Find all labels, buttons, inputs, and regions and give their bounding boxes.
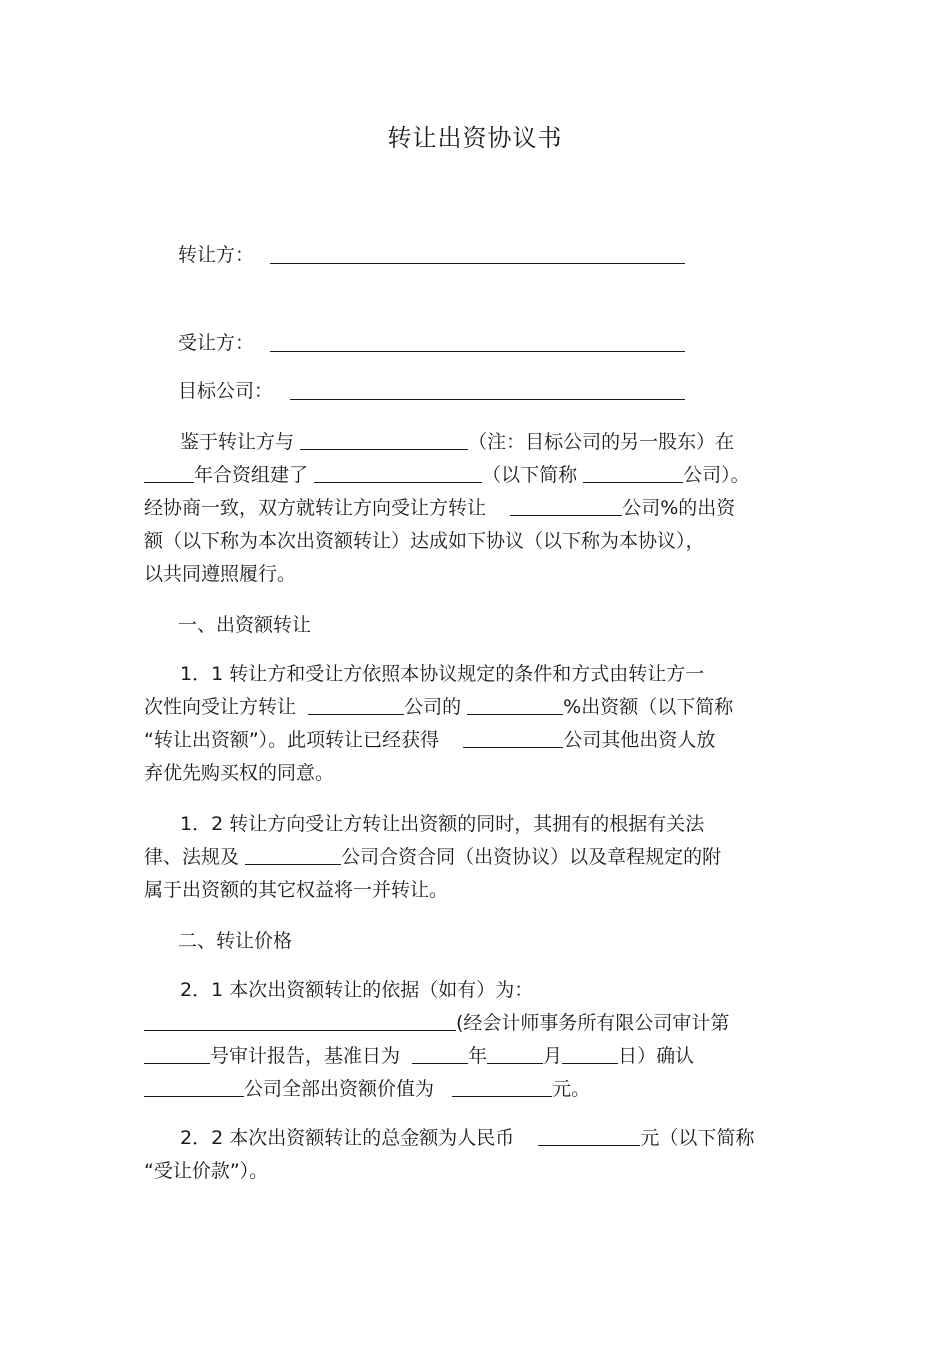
preamble-text: 经协商一致，双方就转让方向受让方转让 <box>144 497 487 519</box>
clause-2-1 <box>144 974 804 1106</box>
section-heading: 二、转让价格 <box>178 930 293 952</box>
blank-line <box>412 1043 468 1064</box>
target-company-label: 目标公司： <box>178 380 274 402</box>
blank-line <box>144 1043 210 1064</box>
preamble-text: （以下简称 <box>482 464 578 486</box>
clause-1-2 <box>144 808 804 907</box>
section-heading: 一、出资额转让 <box>178 614 312 636</box>
transferee-field <box>178 330 254 356</box>
clause-text: %出资额（以下简称 <box>563 696 734 718</box>
clause-text: 2．2 本次出资额转让的总金额为人民币 <box>180 1127 515 1149</box>
clause-text: 2．1 本次出资额转让的依据（如有）为： <box>180 979 534 1001</box>
preamble-paragraph <box>144 426 804 591</box>
target-company-blank <box>290 399 685 400</box>
blank-line <box>144 462 194 483</box>
blank-line <box>562 1043 618 1064</box>
clause-text: 元。 <box>552 1078 591 1100</box>
clause-text: 1．1 转让方和受让方依照本协议规定的条件和方式由转让方一 <box>180 663 705 685</box>
blank-line <box>144 1010 456 1031</box>
clause-text: 公司的 <box>404 696 462 718</box>
clause-text: 年 <box>468 1045 488 1067</box>
preamble-text: 年合资组建了 <box>194 464 309 486</box>
clause-1-1 <box>144 658 804 790</box>
clause-text: 1．2 转让方向受让方转让出资额的同时，其拥有的根据有关法 <box>180 813 705 835</box>
blank-line <box>144 1076 244 1097</box>
transferor-label: 转让方： <box>178 244 255 266</box>
transferor-blank <box>270 263 685 264</box>
blank-line <box>487 1043 543 1064</box>
clause-text: 属于出资额的其它权益将一并转让。 <box>144 879 449 901</box>
blank-line <box>510 495 622 516</box>
blank-line <box>538 1125 640 1146</box>
clause-text: 公司其他出资人放 <box>563 729 716 751</box>
blank-line <box>314 462 482 483</box>
clause-text: (经会计师事务所有限公司审计第 <box>456 1012 730 1034</box>
clause-text: 律、法规及 <box>144 846 240 868</box>
clause-text: 日）确认 <box>618 1045 695 1067</box>
preamble-text: （注：目标公司的另一股东）在 <box>468 431 735 453</box>
blank-line <box>467 694 563 715</box>
clause-text: “转让出资额”）。此项转让已经获得 <box>144 729 440 751</box>
clause-text: 公司全部出资额价值为 <box>244 1078 435 1100</box>
preamble-text: 公司%的出资 <box>622 497 736 519</box>
clause-text: 月 <box>543 1045 563 1067</box>
transferor-field <box>178 242 254 268</box>
blank-line <box>300 429 468 450</box>
clause-text: 号审计报告，基准日为 <box>210 1045 401 1067</box>
preamble-text: 以共同遵照履行。 <box>144 563 297 585</box>
document-title: 转让出资协议书 <box>387 124 563 152</box>
clause-text: “受让价款”）。 <box>144 1160 269 1182</box>
target-company-field <box>178 378 273 404</box>
clause-2-2 <box>144 1122 804 1188</box>
clause-text: 次性向受让方转让 <box>144 696 297 718</box>
clause-text: 弃优先购买权的同意。 <box>144 762 335 784</box>
transferee-label: 受让方： <box>178 332 255 354</box>
blank-line <box>308 694 404 715</box>
transferee-blank <box>270 351 685 352</box>
blank-line <box>583 462 683 483</box>
blank-line <box>245 844 341 865</box>
preamble-text: 额（以下称为本次出资额转让）达成如下协议（以下称为本协议）， <box>144 530 705 552</box>
blank-line <box>463 727 563 748</box>
clause-text: 元（以下简称 <box>640 1127 755 1149</box>
blank-line <box>452 1076 552 1097</box>
preamble-text: 鉴于转让方与 <box>180 431 295 453</box>
clause-text: 公司合资合同（出资协议）以及章程规定的附 <box>341 846 722 868</box>
preamble-text: 公司）。 <box>683 464 750 486</box>
